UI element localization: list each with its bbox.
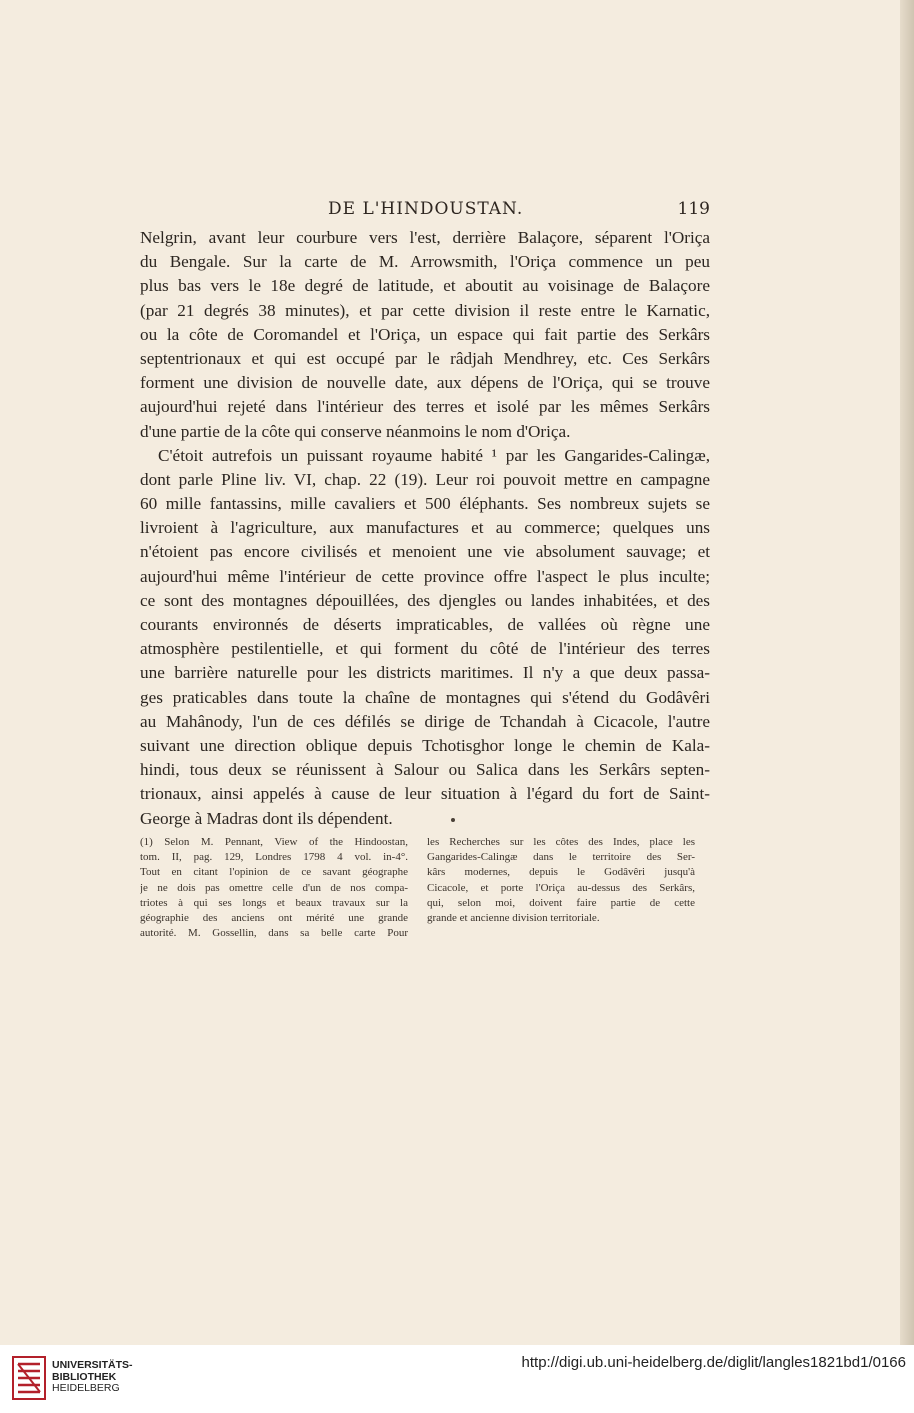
text-line: forment une division de nouvelle date, aux dépens de l'Oriça, qui se trouve <box>140 373 710 393</box>
footnote-line: Cicacole, et porte l'Oriça au-dessus des Serkârs, <box>427 881 695 894</box>
footnote-line: tom. II, pag. 129, Londres 1798 4 vol. in-4°. <box>140 851 408 864</box>
library-logo-icon <box>12 1356 46 1400</box>
page-edge <box>900 0 914 1345</box>
footnote-line: qui, selon moi, doivent faire partie de cette <box>427 896 695 909</box>
footnote-line: autorité. M. Gossellin, dans sa belle carte Pour <box>140 927 408 940</box>
footnote-line: géographie des anciens ont mérité une grande <box>140 911 408 924</box>
text-line: du Bengale. Sur la carte de M. Arrowsmith, l'Oriça commence un peu <box>140 252 710 272</box>
footnote-line: triotes à qui ses longs et beaux travaux sur la <box>140 896 408 909</box>
text-line: 60 mille fantassins, mille cavaliers et 500 éléphants. Ses nombreux sujets se <box>140 494 710 514</box>
footnote-line: Gangarides-Calingæ dans le territoire des Ser- <box>427 851 695 864</box>
text-line: n'étoient pas encore civilisés et menoient une vie absolument sauvage; et <box>140 542 710 562</box>
footnote-line: Tout en citant l'opinion de ce savant géographe <box>140 866 408 879</box>
logo-line: BIBLIOTHEK <box>52 1370 117 1383</box>
text-line: ou la côte de Coromandel et l'Oriça, un espace qui fait partie des Serkârs <box>140 324 710 344</box>
running-head: DE L'HINDOUSTAN. <box>328 199 524 219</box>
page-header <box>140 199 710 227</box>
footnote-line: grande et ancienne division territoriale. <box>427 911 600 924</box>
text-line: une barrière naturelle pour les districts maritimes. Il n'y a que deux passa- <box>140 663 710 683</box>
footnote-line: kârs modernes, depuis le Godâvêri jusqu'à <box>427 866 695 879</box>
text-line: aujourd'hui rejeté dans l'intérieur des terres et isolé par les mêmes Serkârs <box>140 397 710 417</box>
text-line: (par 21 degrés 38 minutes), et par cette division il reste entre le Karnatic, <box>140 300 710 320</box>
footnote-line: je ne dois pas omettre celle d'un de nos compa- <box>140 881 408 894</box>
footnote-right-column <box>427 835 695 926</box>
main-text <box>140 226 710 831</box>
text-line: courants environnés de déserts impraticables, de vallées où règne une <box>140 615 710 634</box>
text-line: hindi, tous deux se réunissent à Salour ou Salica dans les Serkârs septen- <box>140 760 710 780</box>
footnote-left-column <box>140 835 408 941</box>
text-line: C'étoit autrefois un puissant royaume habité ¹ par les Gangarides-Calingæ, <box>158 445 710 465</box>
text-line: ges praticables dans toute la chaîne de montagnes qui s'étend du Godâvêri <box>140 687 710 707</box>
text-line: atmosphère pestilentielle, et qui forment du côté de l'intérieur des terres <box>140 639 710 659</box>
footnote-line: (1) Selon M. Pennant, View of the Hindoostan, <box>140 836 408 848</box>
text-line: trionaux, ainsi appelés à cause de leur situation à l'égard du fort de Saint- <box>140 784 710 804</box>
text-line: dont parle Pline liv. VI, chap. 22 (19). Leur roi pouvoit mettre en campagne <box>140 469 710 489</box>
text-line: George à Madras dont ils dépendent. <box>140 808 393 828</box>
logo-line: HEIDELBERG <box>52 1382 120 1394</box>
ornament-dot <box>451 818 455 822</box>
text-line: au Mahânody, l'un de ces défilés se dirige de Tchandah à Cicacole, l'autre <box>140 711 710 731</box>
text-line: livroient à l'agriculture, aux manufactures et au commerce; quelques uns <box>140 518 710 538</box>
text-line: Nelgrin, avant leur courbure vers l'est, derrière Balaçore, séparent l'Oriça <box>140 228 710 247</box>
text-line: plus bas vers le 18e degré de latitude, et aboutit au voisinage de Balaçore <box>140 276 710 296</box>
logo-line: UNIVERSITÄTS- <box>52 1359 133 1371</box>
text-line: aujourd'hui même l'intérieur de cette province offre l'aspect le plus inculte; <box>140 566 710 586</box>
text-line: suivant une direction oblique depuis Tchotisghor longe le chemin de Kala- <box>140 735 710 755</box>
permalink-url[interactable]: http://digi.ub.uni-heidelberg.de/diglit/langles1821bd1/0166 <box>521 1354 906 1371</box>
page-number: 119 <box>677 199 710 219</box>
footnote-line: les Recherches sur les côtes des Indes, place les <box>427 836 695 848</box>
text-line: septentrionaux et qui est occupé par le râdjah Mendhrey, etc. Ces Serkârs <box>140 348 710 368</box>
text-line: d'une partie de la côte qui conserve néanmoins le nom d'Oriça. <box>140 421 571 441</box>
text-line: ce sont des montagnes dépouillées, des djengles ou landes inhabitées, et des <box>140 590 710 610</box>
library-logo-text <box>52 1360 133 1395</box>
